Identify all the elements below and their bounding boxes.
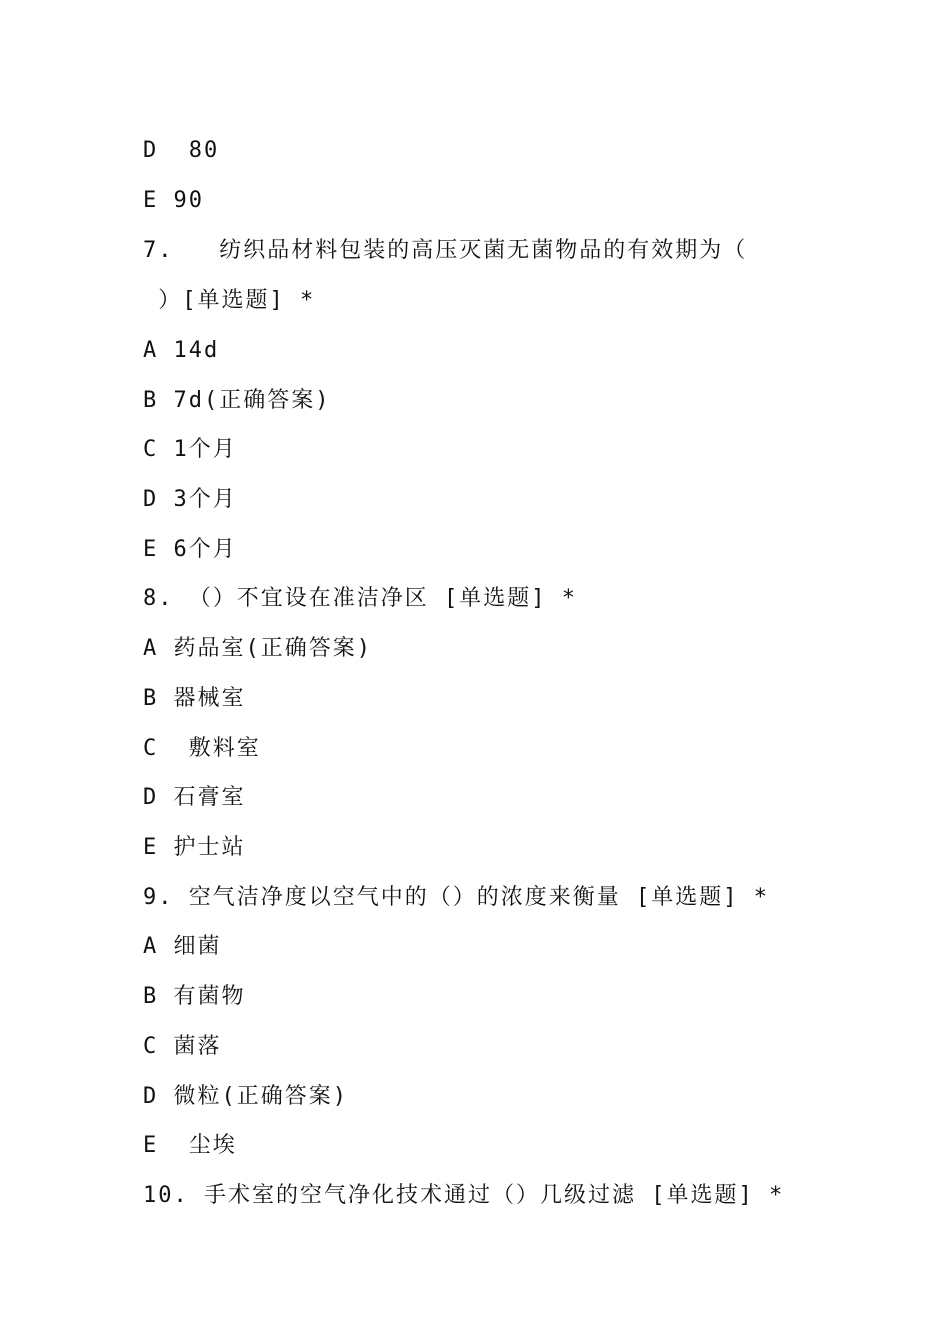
option-9c: C 菌落	[143, 1034, 222, 1059]
option-8c: C 敷料室	[143, 736, 261, 761]
question-10: 10. 手术室的空气净化技术通过（）几级过滤 [单选题] *	[143, 1183, 785, 1208]
option-7e: E 6个月	[143, 537, 237, 562]
option-9e: E 尘埃	[143, 1133, 237, 1158]
option-8e: E 护士站	[143, 835, 246, 860]
question-8: 8. （）不宜设在准洁净区 [单选题] *	[143, 586, 577, 611]
option-7a: A 14d	[143, 338, 220, 363]
option-7c: C 1个月	[143, 437, 237, 462]
option-6e: E 90	[143, 188, 204, 213]
option-9b: B 有菌物	[143, 984, 246, 1009]
option-8b: B 器械室	[143, 686, 246, 711]
question-7: 7. 纺织品材料包装的高压灭菌无菌物品的有效期为（	[143, 238, 748, 263]
option-9a: A 细菌	[143, 934, 222, 959]
option-7b: B 7d(正确答案)	[143, 388, 331, 413]
question-7-continued: ）[单选题] *	[143, 288, 316, 313]
option-8d: D 石膏室	[143, 785, 246, 810]
question-9: 9. 空气洁净度以空气中的（）的浓度来衡量 [单选题] *	[143, 885, 769, 910]
option-7d: D 3个月	[143, 487, 237, 512]
option-9d: D 微粒(正确答案)	[143, 1084, 348, 1109]
option-6d: D 80	[143, 138, 220, 163]
option-8a: A 药品室(正确答案)	[143, 636, 372, 661]
